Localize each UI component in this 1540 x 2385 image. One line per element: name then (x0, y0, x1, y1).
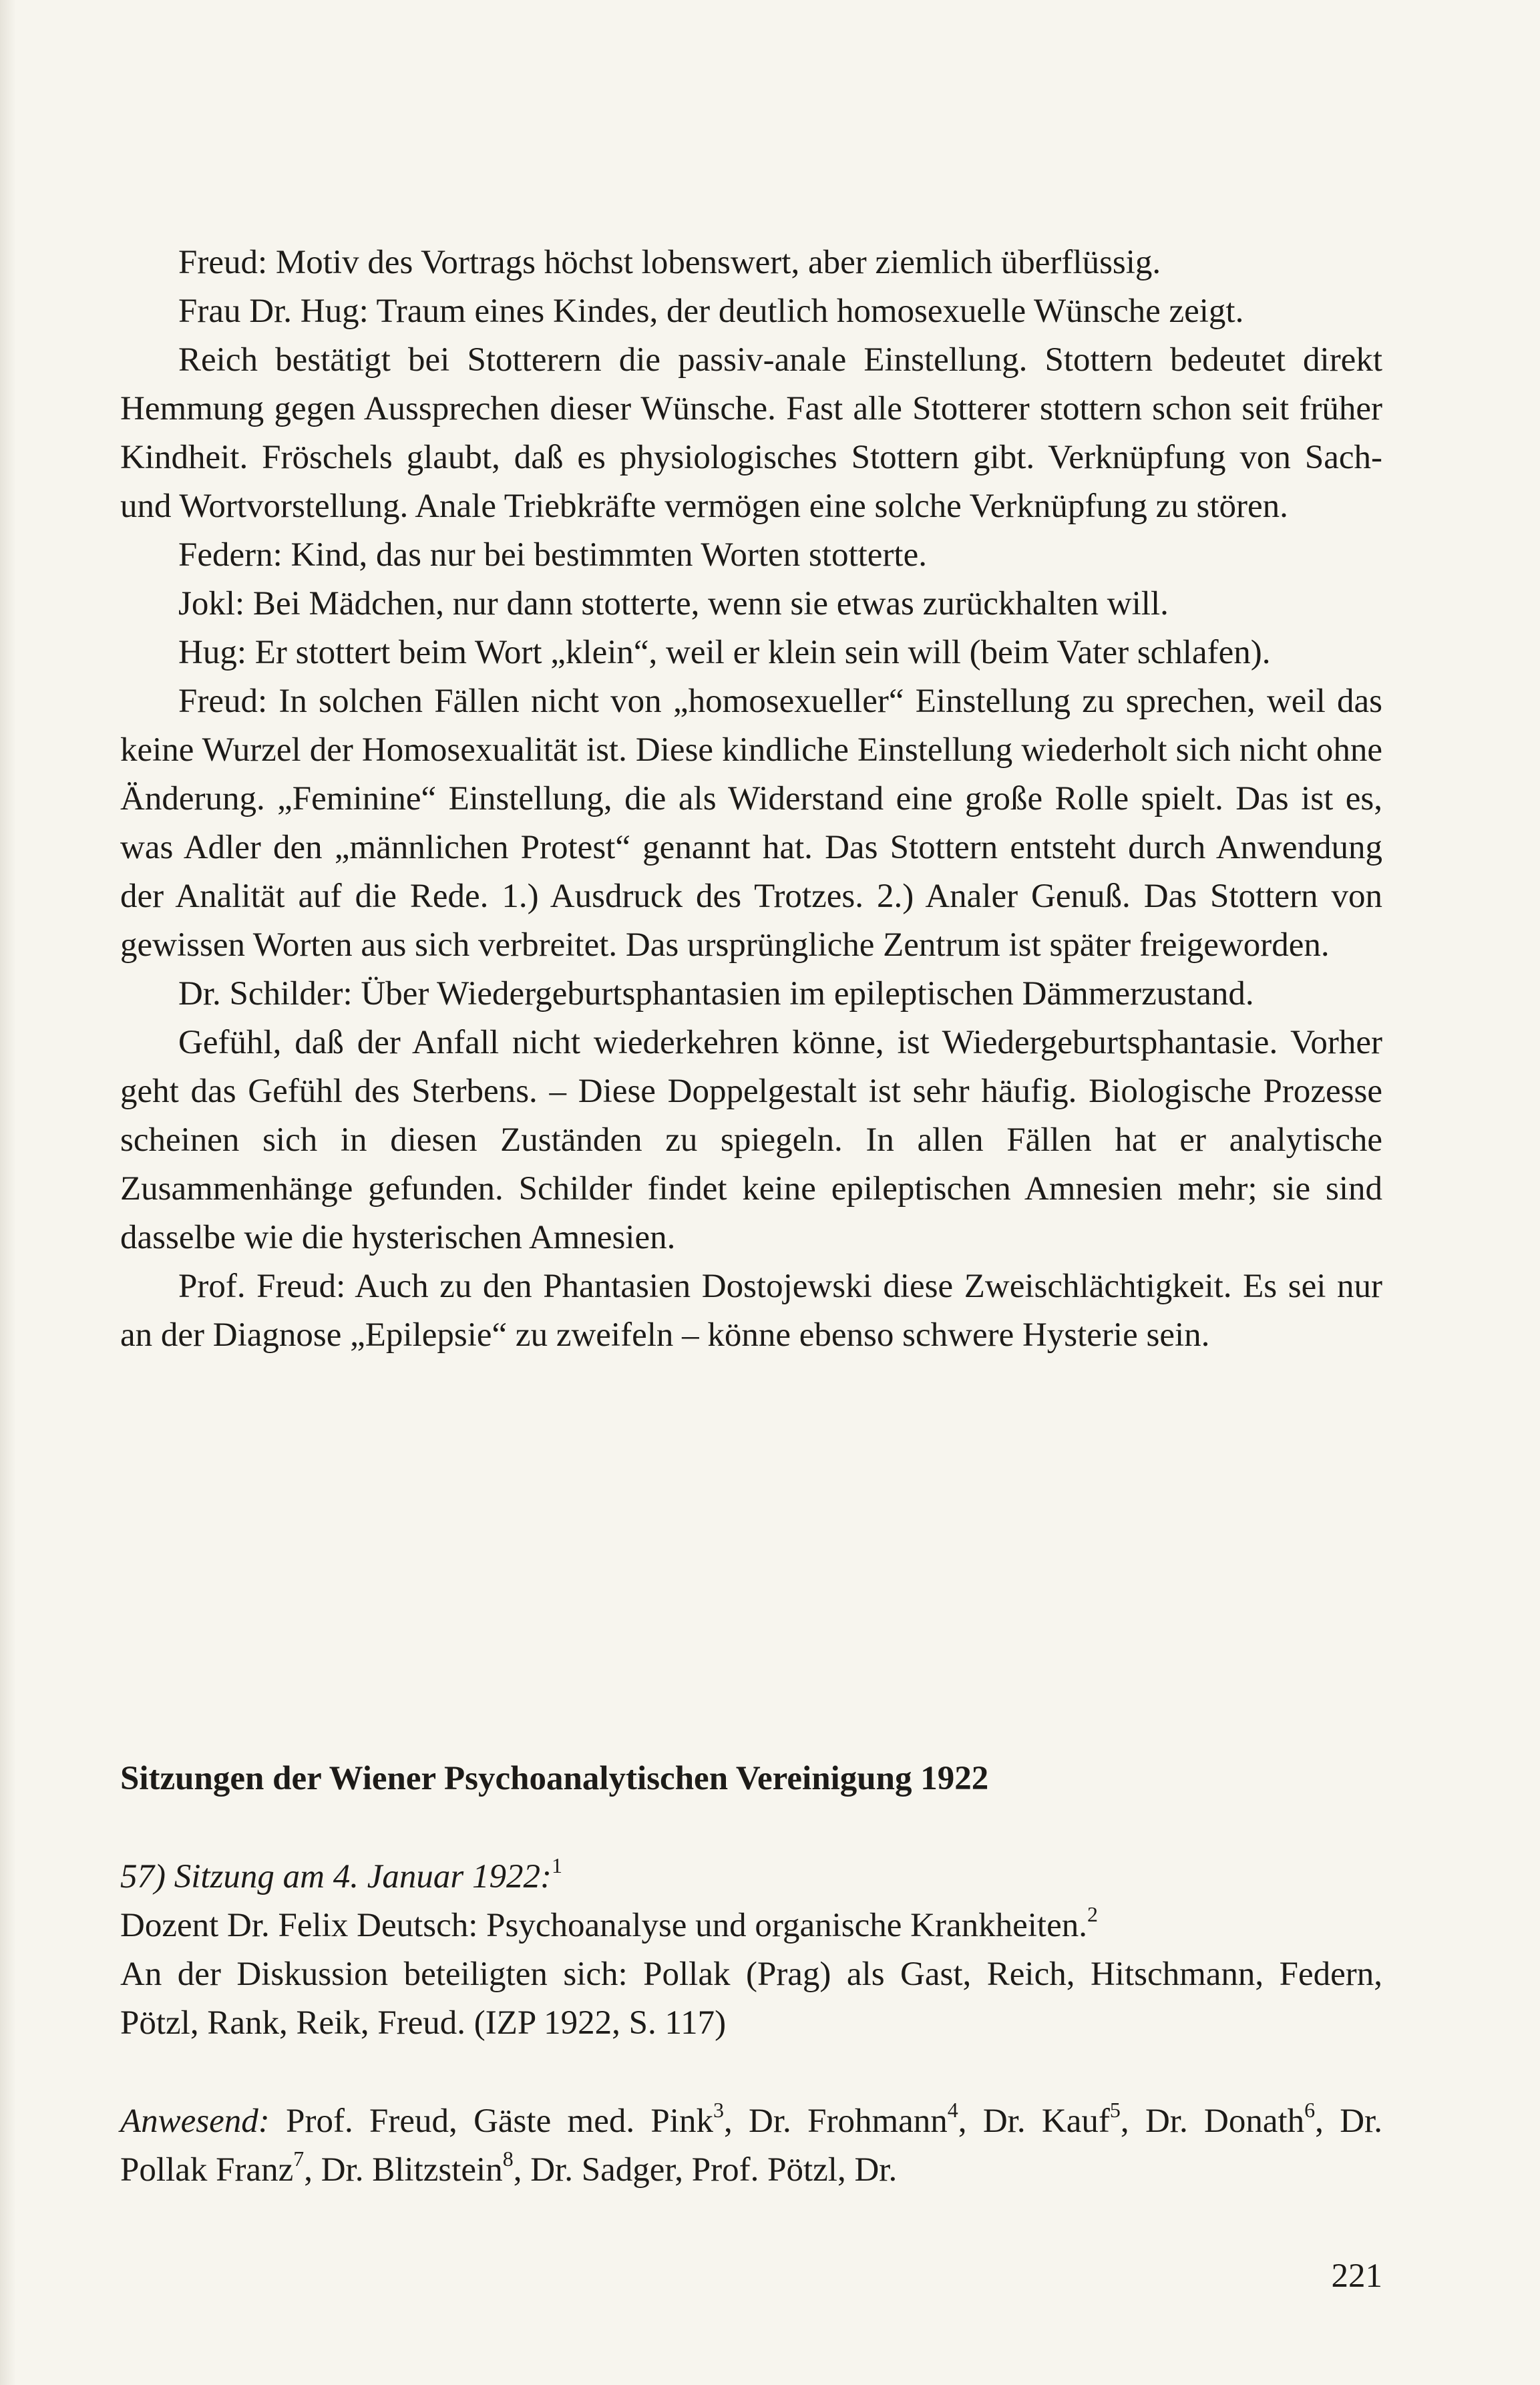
session-entry (120, 1853, 1382, 2048)
discussion-text (120, 238, 1382, 1360)
attendance-text: , Dr. Pollak Franz (120, 2102, 1382, 2189)
paragraph: Reich bestätigt bei Stotterern die passiv-anale Einstellung. Stottern bedeutet direkt Hemmung gegen Aussprechen dieser Wünsche. Fast alle Stotterer stottern schon seit früher Kindheit. Fröschels glaubt, daß es physiologisches Stottern gibt. Verknüpfung von Sach- und Wortvorstellung. Anale Triebkräfte vermögen eine solche Verknüpfung zu stören. (120, 341, 1382, 525)
paragraph: Frau Dr. Hug: Traum eines Kindes, der deutlich homosexuelle Wünsche zeigt. (178, 293, 1244, 330)
footnote-ref: 6 (1304, 2098, 1316, 2122)
page-number: 221 (1331, 2257, 1382, 2295)
footnote-ref: 1 (551, 1853, 562, 1877)
session-title (120, 1853, 1382, 1901)
attendance-text: , Dr. Sadger, Prof. Pötzl, Dr. (513, 2151, 898, 2189)
footnote-ref: 7 (293, 2147, 305, 2171)
footnote-ref: 8 (502, 2147, 514, 2171)
footnote-ref: 4 (947, 2098, 958, 2122)
lecture-text: Dozent Dr. Felix Deutsch: Psychoanalyse und organische Krankheiten. (120, 1907, 1087, 1944)
session-lecture (120, 1901, 1382, 1950)
paragraph: Prof. Freud: Auch zu den Phantasien Dostojewski diese Zweischlächtigkeit. Es sei nur an der Diagnose „Epilepsie“ zu zweifeln – könne ebenso schwere Hysterie sein. (120, 1268, 1382, 1354)
paragraph: Gefühl, daß der Anfall nicht wiederkehren könne, ist Wiedergeburtsphantasie. Vorher geht das Gefühl des Sterbens. – Diese Doppelgestalt ist sehr häufig. Biologische Prozesse scheinen sich in diesen Zuständen zu spiegeln. In allen Fällen hat er analytische Zusammenhänge gefunden. Schilder findet keine epileptischen Amnesien mehr; sie sind dasselbe wie die hysterischen Amnesien. (120, 1024, 1382, 1256)
paragraph: Dr. Schilder: Über Wiedergeburtsphantasien im epileptischen Dämmerzustand. (178, 975, 1254, 1013)
attendance-text: , Dr. Donath (1120, 2102, 1305, 2140)
paragraph: Federn: Kind, das nur bei bestimmten Worten stotterte. (178, 536, 927, 574)
paragraph: Freud: In solchen Fällen nicht von „homosexueller“ Einstellung zu sprechen, weil das keine Wurzel der Homosexualität ist. Diese kindliche Einstellung wiederholt sich nicht ohne Änderung. „Feminine“ Einstellung, die als Widerstand eine große Rolle spielt. Das ist es, was Adler den „männlichen Protest“ genannt hat. Das Stottern entsteht durch Anwendung der Analität auf die Rede. 1.) Ausdruck des Trotzes. 2.) Analer Genuß. Das Stottern von gewissen Worten aus sich verbreitet. Das ursprüngliche Zentrum ist später freigeworden. (120, 683, 1382, 964)
session-discussion: An der Diskussion beteiligten sich: Pollak (Prag) als Gast, Reich, Hitschmann, Federn, Pötzl, Rank, Reik, Freud. (IZP 1922, S. 117) (120, 1956, 1382, 2042)
paragraph: Freud: Motiv des Vortrags höchst lobenswert, aber ziemlich überflüssig. (178, 244, 1161, 281)
attendance-label: Anwesend: (120, 2102, 270, 2140)
footnote-ref: 2 (1087, 1902, 1098, 1926)
paragraph: Hug: Er stottert beim Wort „klein“, weil er klein sein will (beim Vater schlafen). (178, 634, 1271, 671)
attendance-list (120, 2097, 1382, 2195)
section-heading: Sitzungen der Wiener Psychoanalytischen Vereinigung 1922 (120, 1760, 989, 1797)
paragraph: Jokl: Bei Mädchen, nur dann stotterte, wenn sie etwas zurückhalten will. (178, 585, 1169, 622)
attendance-text: , Dr. Frohmann (723, 2102, 948, 2140)
attendance-text: Prof. Freud, Gäste med. Pink (269, 2102, 713, 2140)
attendance-text: , Dr. Kauf (958, 2102, 1110, 2140)
page-gutter-shadow (0, 0, 16, 2385)
footnote-ref: 3 (713, 2098, 724, 2122)
footnote-ref: 5 (1109, 2098, 1121, 2122)
session-title-text: 57) Sitzung am 4. Januar 1922: (120, 1858, 552, 1895)
attendance-text: , Dr. Blitzstein (304, 2151, 503, 2189)
